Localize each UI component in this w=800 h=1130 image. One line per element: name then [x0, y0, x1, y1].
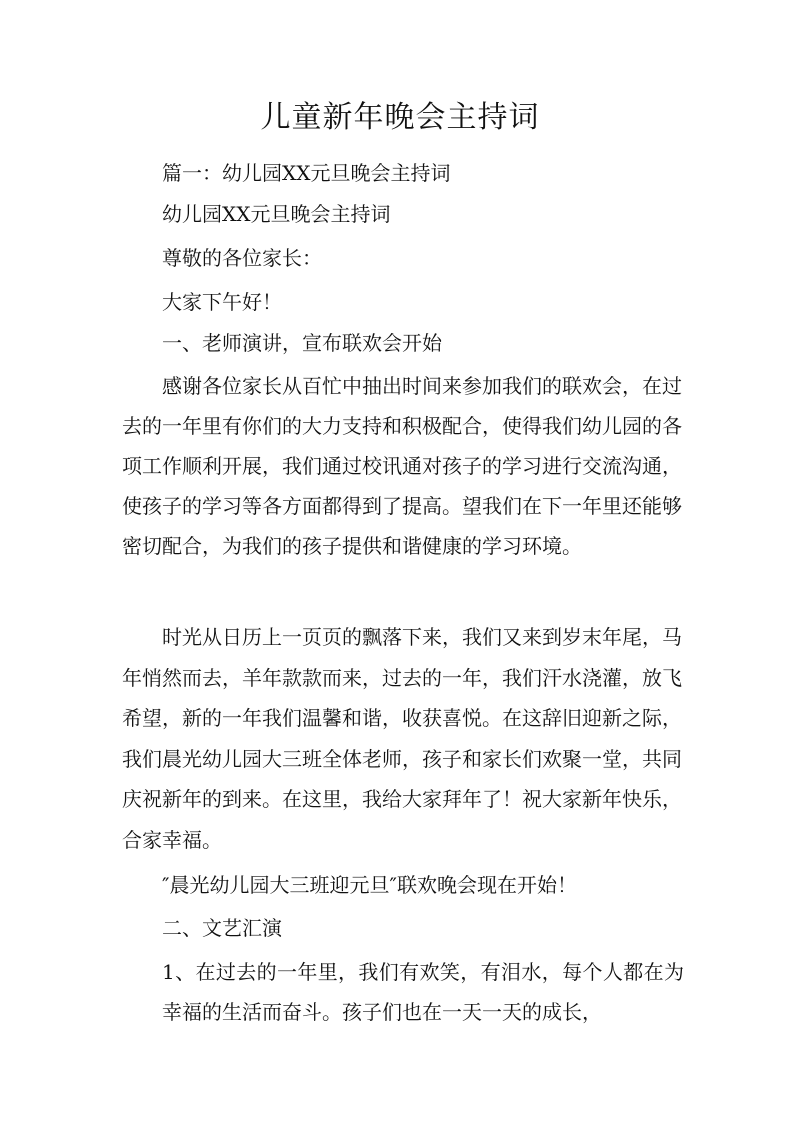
document-title: 儿童新年晚会主持词 [260, 100, 540, 135]
salutation: 大家下午好！ [162, 290, 282, 314]
greeting: 尊敬的各位家长： [162, 246, 322, 270]
section-2-heading: 二、文艺汇演 [162, 916, 282, 940]
announcement: ″晨光幼儿园大三班迎元旦″联欢晚会现在开始！ [162, 873, 577, 897]
paragraph-2: 时光从日历上一页页的飘落下来，我们又来到岁末年尾，马年悄然而去，羊年款款而来，过去的一年，我们汗水浇灌，放飞希望，新的一年我们温馨和谐，收获喜悦。在这辞旧迎新之际，我们晨光幼儿园大三班全体老师，孩子和家长们欢聚一堂，共同庆祝新年的到来。在这里，我给大家拜年了！祝大家新年快乐，合家幸福。 [122, 625, 682, 852]
paragraph-1: 感谢各位家长从百忙中抽出时间来参加我们的联欢会，在过去的一年里有你们的大力支持和积极配合，使得我们幼儿园的各项工作顺利开展，我们通过校讯通对孩子的学习进行交流沟通，使孩子的学习等各方面都得到了提高。望我们在下一年里还能够密切配合，为我们的孩子提供和谐健康的学习环境。 [122, 374, 682, 558]
heading-2: 幼儿园XX元旦晚会主持词 [162, 202, 391, 226]
section-1-heading: 一、老师演讲，宣布联欢会开始 [162, 331, 442, 355]
item-1: 1、在过去的一年里，我们有欢笑，有泪水，每个人都在为幸福的生活而奋斗。孩子们也在一天一天的成长， [162, 960, 684, 1024]
heading-1: 篇一：幼儿园XX元旦晚会主持词 [162, 161, 451, 185]
